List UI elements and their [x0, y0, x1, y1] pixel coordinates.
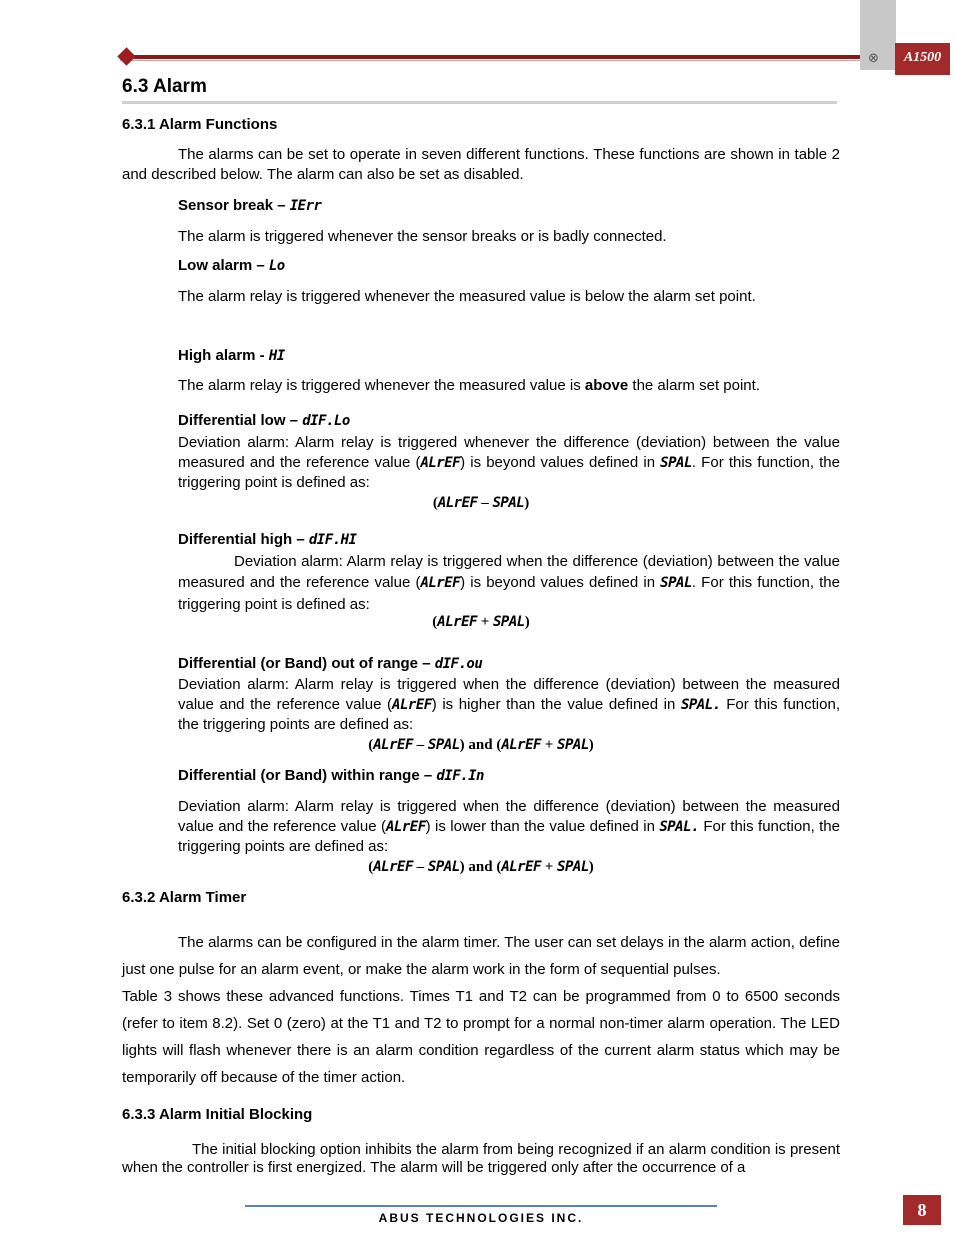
- high-alarm-heading: High alarm - HI: [178, 347, 285, 364]
- low-alarm-code: Lo: [268, 258, 285, 274]
- alarm-timer-p2: Table 3 shows these advanced functions. Times T1 and T2 can be programmed from 0 to 6500 seconds (refer to item 8.2). Set 0 (zero) at the T1 and T2 to prompt for a normal non-timer alarm operation. The LED lights will flash whenever there is an alarm condition regardless of the current alarm status which may be temporarily off because of the timer action.: [122, 988, 840, 1086]
- header-model-tab: [895, 43, 950, 75]
- diff-high-heading: Differential high – dIF.HI: [178, 531, 357, 548]
- high-alarm-code: HI: [268, 348, 285, 364]
- diff-low-heading: Differential low – dIF.Lo: [178, 412, 350, 429]
- section-rule: [122, 101, 837, 104]
- footer-company: ABUS TECHNOLOGIES INC.: [378, 1211, 584, 1225]
- high-alarm-text: The alarm relay is triggered whenever the measured value is above the alarm set point.: [178, 377, 760, 394]
- alarm-timer-heading: 6.3.2 Alarm Timer: [122, 889, 247, 906]
- band-in-code: dIF.In: [436, 768, 484, 784]
- band-in-heading: Differential (or Band) within range – dIF.In: [178, 767, 484, 784]
- page-number: 8: [903, 1195, 941, 1225]
- diff-high-formula: (ALrEF + SPAL): [432, 614, 530, 630]
- low-alarm-heading: Low alarm – Lo: [178, 257, 285, 274]
- diff-high-text: Deviation alarm: Alarm relay is triggered when the difference (deviation) between the value measured and the reference value (ALrEF) is beyond values defined in SPAL. For this function, the triggering point is defined as:: [178, 553, 840, 613]
- header-model-label: A1500: [903, 50, 942, 65]
- band-in-formula: (ALrEF – SPAL) and (ALrEF + SPAL): [368, 859, 594, 875]
- diff-high-code: dIF.HI: [308, 532, 357, 548]
- header-rule: [120, 55, 872, 59]
- alarm-timer-p1: The alarms can be configured in the alarm timer. The user can set delays in the alarm action, define just one pulse for an alarm event, or make the alarm work in the form of sequential pulses.: [122, 934, 840, 978]
- footer-rule: [245, 1205, 717, 1207]
- band-out-text: Deviation alarm: Alarm relay is triggered when the difference (deviation) between the measured value and the reference value (ALrEF) is higher than the value defined in SPAL. For this function, the triggering points are defined as:: [178, 676, 840, 733]
- band-out-code: dIF.ou: [434, 656, 483, 672]
- section-title: 6.3 Alarm: [122, 76, 207, 97]
- header-diamond-icon: [117, 47, 135, 65]
- sensor-break-text: The alarm is triggered whenever the sensor breaks or is badly connected.: [178, 228, 667, 245]
- sensor-break-code: IErr: [289, 198, 322, 214]
- header-rule-thin: [120, 60, 872, 61]
- alarm-functions-heading: 6.3.1 Alarm Functions: [122, 116, 278, 133]
- alarm-functions-intro: The alarms can be set to operate in seven different functions. These functions are shown in table 2 and described below. The alarm can also be set as disabled.: [122, 146, 840, 183]
- diff-low-text: Deviation alarm: Alarm relay is triggered whenever the difference (deviation) between the value measured and the reference value (ALrEF) is beyond values defined in SPAL. For this function, the triggering point is defined as:: [178, 434, 840, 491]
- header-symbol-icon: ⊗: [868, 50, 879, 65]
- initial-blocking-p1: The initial blocking option inhibits the alarm from being recognized if an alarm condition is present when the controller is first energized. The alarm will be triggered only after the occurrence of a: [122, 1141, 840, 1176]
- diff-low-code: dIF.Lo: [302, 413, 350, 429]
- sensor-break-heading: Sensor break – IErr: [178, 197, 322, 214]
- band-out-heading: Differential (or Band) out of range – dIF.ou: [178, 655, 483, 672]
- low-alarm-text: The alarm relay is triggered whenever the measured value is below the alarm set point.: [178, 288, 756, 305]
- band-in-text: Deviation alarm: Alarm relay is triggered when the difference (deviation) between the measured value and the reference value (ALrEF) is lower than the value defined in SPAL. For this function, the triggering points are defined as:: [178, 798, 840, 855]
- diff-low-formula: (ALrEF – SPAL): [432, 495, 530, 511]
- initial-blocking-heading: 6.3.3 Alarm Initial Blocking: [122, 1106, 313, 1123]
- band-out-formula: (ALrEF – SPAL) and (ALrEF + SPAL): [368, 737, 594, 753]
